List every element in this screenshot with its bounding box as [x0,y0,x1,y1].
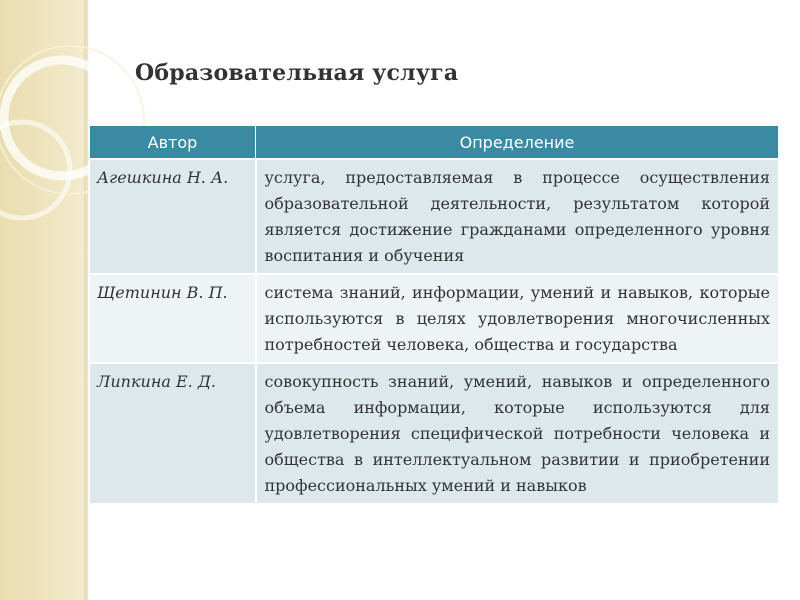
column-header-author: Автор [90,126,256,159]
author-cell: Щетинин В. П. [90,274,256,363]
definition-cell: услуга, предоставляемая в процессе осуществления образовательной деятельности, результатом которой является достижение гражданами определенного уровня воспитания и обучения [256,159,779,274]
table-row [90,159,778,274]
column-header-definition: Определение [256,126,779,159]
definition-cell: совокупность знаний, умений, навыков и определенного объема информации, которые используются для удовлетворения специфической потребности человека и общества в интеллектуальном развитии и приобретении профессиональных умений и навыков [256,363,779,503]
table-row [90,274,778,363]
definitions-table [90,126,778,503]
definition-cell: система знаний, информации, умений и навыков, которые используются в целях удовлетворения многочисленных потребностей человека, общества и государства [256,274,779,363]
page-title: Образовательная услуга [135,60,459,86]
table-row [90,363,778,503]
author-cell: Агешкина Н. А. [90,159,256,274]
author-cell: Липкина Е. Д. [90,363,256,503]
table-header-row [90,126,778,159]
